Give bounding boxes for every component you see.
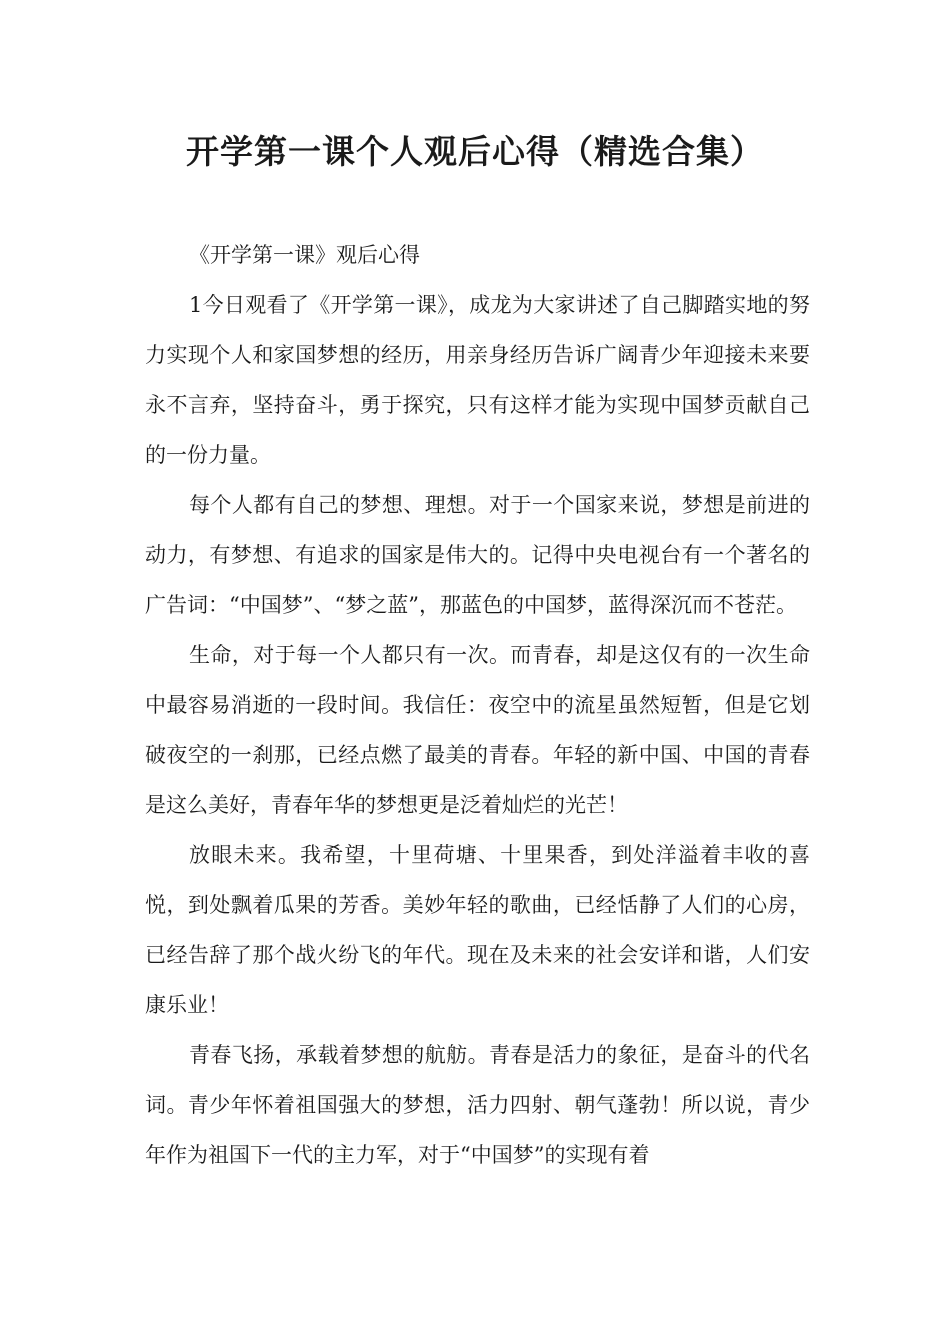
- paragraph: 青春飞扬，承载着梦想的航舫。青春是活力的象征，是奋斗的代名词。青少年怀着祖国强大的梦想，活力四射、朝气蓬勃！所以说，青少年作为祖国下一代的主力军，对于“中国梦”的实现有着: [145, 1043, 810, 1167]
- document-body: [145, 230, 810, 1180]
- document-title: 开学第一课个人观后心得（精选合集）: [186, 132, 764, 171]
- paragraph: 生命，对于每一个人都只有一次。而青春，却是这仅有的一次生命中最容易消逝的一段时间。我信任：夜空中的流星虽然短暂，但是它划破夜空的一刹那，已经点燃了最美的青春。年轻的新中国、中国的青春是这么美好，青春年华的梦想更是泛着灿烂的光芒！: [145, 643, 810, 817]
- paragraph: 放眼未来。我希望，十里荷塘、十里果香，到处洋溢着丰收的喜悦，到处飘着瓜果的芳香。美妙年轻的歌曲，已经恬静了人们的心房，已经告辞了那个战火纷飞的年代。现在及未来的社会安详和谐，人们安康乐业！: [145, 843, 810, 1017]
- paragraph: 1今日观看了《开学第一课》，成龙为大家讲述了自己脚踏实地的努力实现个人和家国梦想的经历，用亲身经历告诉广阔青少年迎接未来要永不言弃，坚持奋斗，勇于探究，只有这样才能为实现中国梦贡献自己的一份力量。: [145, 293, 810, 467]
- section-heading: 《开学第一课》观后心得: [189, 243, 420, 267]
- paragraph: 每个人都有自己的梦想、理想。对于一个国家来说，梦想是前进的动力，有梦想、有追求的国家是伟大的。记得中央电视台有一个著名的广告词：“中国梦”、“梦之蓝”，那蓝色的中国梦，蓝得深沉而不苍茫。: [145, 493, 810, 617]
